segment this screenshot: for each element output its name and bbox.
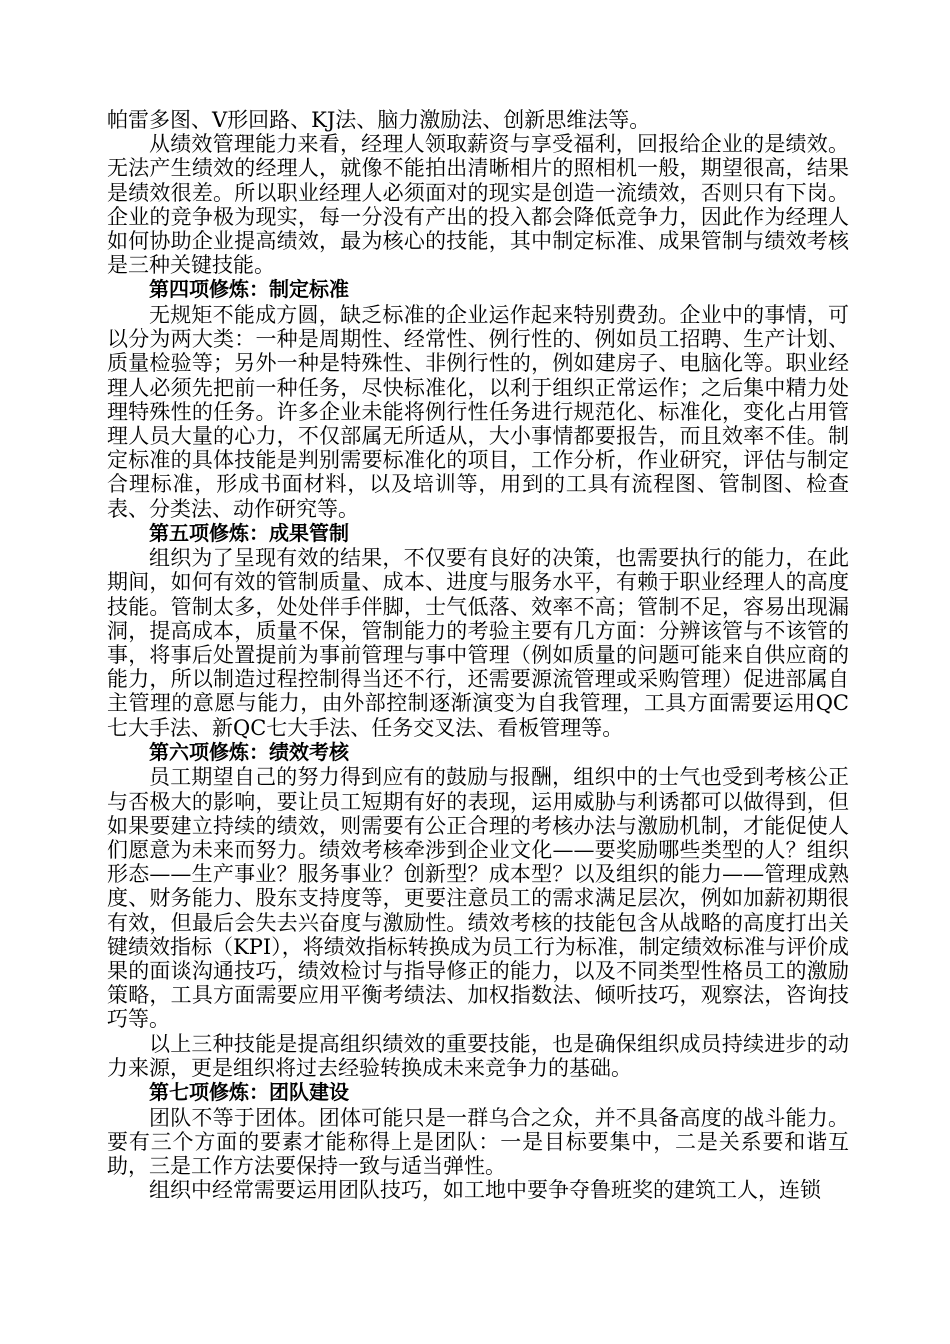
heading-seventh-discipline: 第七项修炼：团队建设 bbox=[149, 1080, 349, 1105]
paragraph-team-skills: 组织中经常需要运用团队技巧，如工地中要争夺鲁班奖的建筑工人，连锁 bbox=[149, 1178, 821, 1203]
paragraph-performance-appraisal: 员工期望自己的努力得到应有的鼓励与报酬，组织中的士气也受到考核公正与否极大的影响，要让员工短期有好的表现，运用威胁与利诱都可以做得到，但如果要建立持续的绩效，则需要有公正合理的考核办法与激励机制，才能促使人们愿意为未来而努力。绩效考核牵涉到企业文化——要奖励哪些类型的人？组织形态——生产事业？服务事业？创新型？成本型？以及组织的能力——管理成熟度、财务能力、股东支持度等，更要注意员工的需求满足层次，例如加薪初期很有效，但最后会失去兴奋度与激励性。绩效考核的技能包含从战略的高度打出关键绩效指标（KPI），将绩效指标转换成为员工行为标准，制定绩效标准与评价成果的面谈沟通技巧，绩效检讨与指导修正的能力，以及不同类型性格员工的激励策略，工具方面需要应用平衡考绩法、加权指数法、倾听技巧，观察法，咨询技巧等。 bbox=[107, 765, 849, 1032]
paragraph-three-skills-summary: 以上三种技能是提高组织绩效的重要技能，也是确保组织成员持续进步的动力来源，更是组织将过去经验转换成未来竞争力的基础。 bbox=[107, 1031, 849, 1080]
paragraph-standards: 无规矩不能成方圆，缺乏标准的企业运作起来特别费劲。企业中的事情，可以分为两大类：一种是周期性、经常性、例行性的、例如员工招聘、生产计划、质量检验等；另外一种是特殊性、非例行性的，例如建房子、电脑化等。职业经理人必须先把前一种任务，尽快标准化，以利于组织正常运作；之后集中精力处理特殊性的任务。许多企业未能将例行性任务进行规范化、标准化，变化占用管理人员大量的心力，不仅部属无所适从，大小事情都要报告，而且效率不佳。制定标准的具体技能是判别需要标准化的项目，工作分析，作业研究，评估与制定合理标准，形成书面材料，以及培训等，用到的工具有流程图、管制图、检查表、分类法、动作研究等。 bbox=[107, 302, 849, 521]
heading-sixth-discipline: 第六项修炼：绩效考核 bbox=[149, 739, 349, 764]
paragraph-performance-management: 从绩效管理能力来看，经理人领取薪资与享受福利，回报给企业的是绩效。无法产生绩效的经理人，就像不能拍出清晰相片的照相机一般，期望很高，结果是绩效很差。所以职业经理人必须面对的现实是创造一流绩效，否则只有下岗。企业的竞争极为现实，每一分没有产出的投入都会降低竞争力，因此作为经理人如何协助企业提高绩效，最为核心的技能，其中制定标准、成果管制与绩效考核是三种关键技能。 bbox=[107, 132, 849, 278]
document-page bbox=[107, 108, 849, 1202]
paragraph-results-control: 组织为了呈现有效的结果，不仅要有良好的决策，也需要执行的能力，在此期间，如何有效的管制质量、成本、进度与服务水平，有赖于职业经理人的高度技能。管制太多，处处伴手伴脚，士气低落、效率不高；管制不足，容易出现漏洞，提高成本，质量不保，管制能力的考验主要有几方面：分辨该管与不该管的事，将事后处置提前为事前管理与事中管理（例如质量的问题可能来自供应商的能力，所以制造过程控制得当还不行，还需要源流管理或采购管理）促进部属自主管理的意愿与能力，由外部控制逐渐演变为自我管理，工具方面需要运用QC七大手法、新QC七大手法、任务交叉法、看板管理等。 bbox=[107, 546, 849, 740]
paragraph-continuation: 帕雷多图、V形回路、KJ法、脑力激励法、创新思维法等。 bbox=[107, 108, 651, 132]
heading-fourth-discipline: 第四项修炼：制定标准 bbox=[149, 277, 349, 302]
paragraph-team-definition: 团队不等于团体。团体可能只是一群乌合之众，并不具备高度的战斗能力。要有三个方面的要素才能称得上是团队：一是目标要集中，二是关系要和谐互助，三是工作方法要保持一致与适当弹性。 bbox=[107, 1105, 849, 1178]
heading-fifth-discipline: 第五项修炼：成果管制 bbox=[149, 520, 349, 545]
